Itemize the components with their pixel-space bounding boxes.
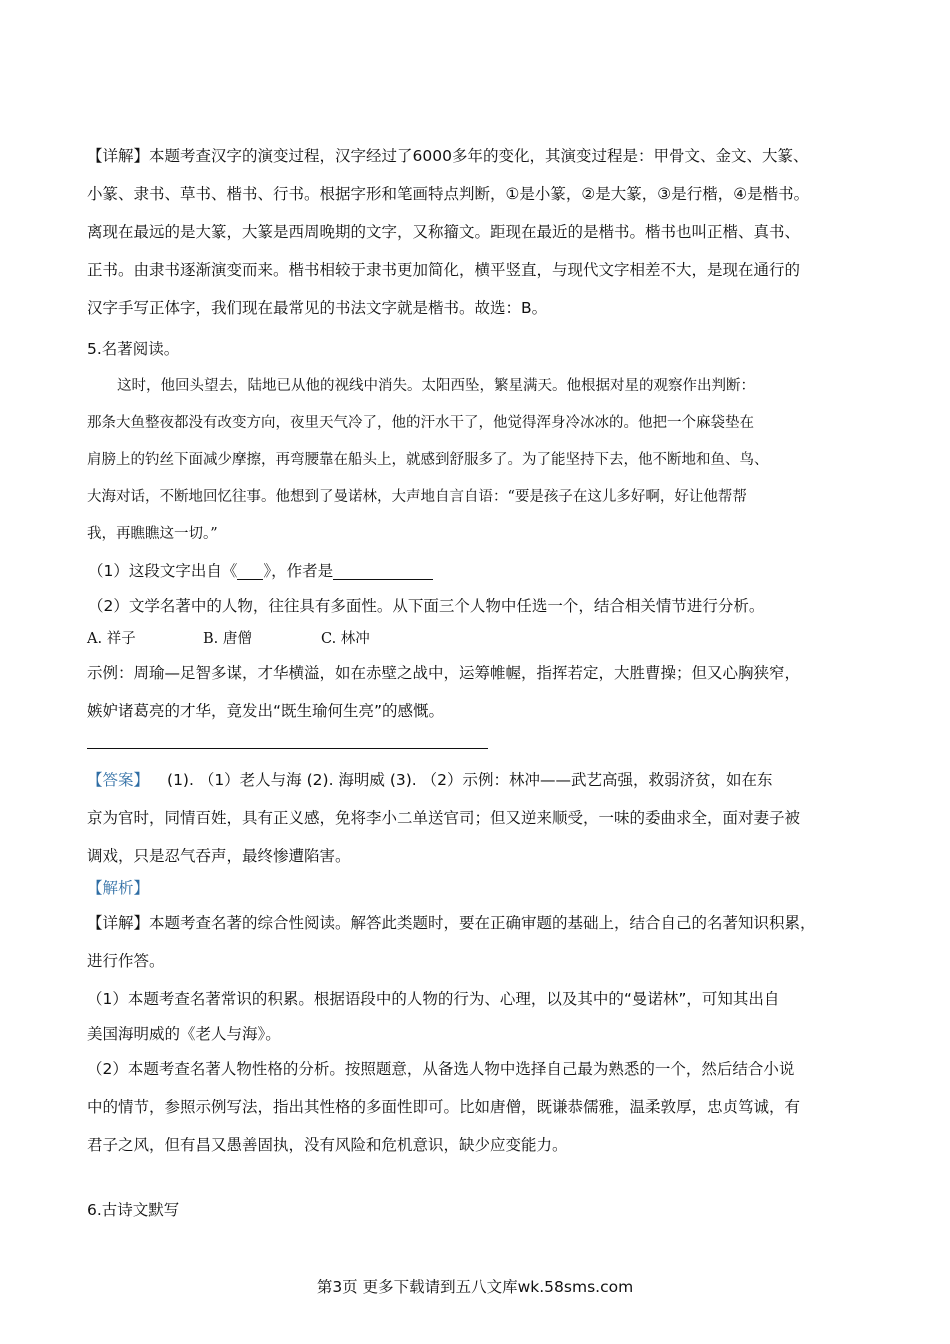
passage-line-1: 这时，他回头望去，陆地已从他的视线中消失。太阳西坠，繁星满天。他根据对星的观察作出判断： <box>117 378 755 394</box>
passage-line-3: 肩膀上的钓丝下面减少摩擦，再弯腰靠在船头上，就感到舒服多了。为了能坚持下去，他不断地和鱼、鸟、 <box>87 452 769 468</box>
passage-line-2: 那条大鱼整夜都没有改变方向，夜里天气冷了，他的汗水干了，他觉得浑身冷冰冰的。他把一个麻袋垫在 <box>87 415 754 431</box>
detail1-line-2: 小篆、隶书、草书、楷书、行书。根据字形和笔画特点判断，①是小篆，②是大篆，③是行楷，④是楷书。 <box>87 185 810 203</box>
book-title-blank[interactable] <box>237 563 263 580</box>
answer-tag: 【答案】 <box>87 771 150 789</box>
option-a: A. 祥子 <box>87 631 136 647</box>
analysis-tag: 【解析】 <box>87 879 150 897</box>
detail1-line-3: 离现在最远的是大篆，大篆是西周晚期的文字，又称籀文。距现在最近的是楷书。楷书也叫正楷、真书、 <box>87 223 801 241</box>
question-6-title: 6.古诗文默写 <box>87 1201 180 1219</box>
analysis-line-6: 中的情节，参照示例写法，指出其性格的多面性即可。比如唐僧，既谦恭儒雅，温柔敦厚，忠贞笃诚，有 <box>87 1098 801 1116</box>
analysis-line-3: （1）本题考查名著常识的积累。根据语段中的人物的行为、心理，以及其中的“曼诺林”，可知其出自 <box>87 990 780 1008</box>
sub-question-2: （2）文学名著中的人物，往往具有多面性。从下面三个人物中任选一个，结合相关情节进行分析。 <box>88 597 765 615</box>
option-b: B. 唐僧 <box>203 631 252 647</box>
author-blank[interactable] <box>333 563 433 580</box>
analysis-line-2: 进行作答。 <box>87 952 165 970</box>
question-5-title: 5.名著阅读。 <box>87 340 180 358</box>
analysis-line-7: 君子之风，但有昌又愚善固执，没有风险和危机意识，缺少应变能力。 <box>87 1136 568 1154</box>
example-line-2: 嫉妒诸葛亮的才华，竟发出“既生瑜何生亮”的感慨。 <box>87 702 445 720</box>
options-row <box>87 629 370 649</box>
answer-line-1 <box>87 770 773 790</box>
sub-question-1-middle: 》，作者是 <box>263 562 334 580</box>
detail1-line-5: 汉字手写正体字，我们现在最常见的书法文字就是楷书。故选：B。 <box>87 299 548 317</box>
sub-question-1 <box>88 561 433 581</box>
passage-line-4: 大海对话，不断地回忆往事。他想到了曼诺林，大声地自言自语：“要是孩子在这儿多好啊，好让他帮帮 <box>87 489 747 505</box>
analysis-line-5: （2）本题考查名著人物性格的分析。按照题意，从备选人物中选择自己最为熟悉的一个，然后结合小说 <box>87 1060 795 1078</box>
example-line-1: 示例：周瑜—足智多谋，才华横溢，如在赤壁之战中，运筹帷幄，指挥若定，大胜曹操；但又心胸狭窄， <box>87 664 801 682</box>
answer-line-3: 调戏，只是忍气吞声，最终惨遭陷害。 <box>87 847 351 865</box>
analysis-line-1: 【详解】本题考查名著的综合性阅读。解答此类题时，要在正确审题的基础上，结合自己的名著知识积累， <box>87 914 816 932</box>
sub-question-1-prefix: （1）这段文字出自《 <box>88 562 238 580</box>
passage-line-5: 我，再瞧瞧这一切。” <box>87 526 218 542</box>
analysis-line-4: 美国海明威的《老人与海》。 <box>87 1025 281 1043</box>
page-footer: 第3页 更多下载请到五八文库wk.58sms.com <box>316 1278 634 1296</box>
answer-text: (1). （1）老人与海 (2). 海明威 (3). （2）示例：林冲——武艺高强，救弱济贫，如在东 <box>167 771 773 789</box>
detail1-line-4: 正书。由隶书逐渐演变而来。楷书相较于隶书更加简化，横平竖直，与现代文字相差不大，是现在通行的 <box>87 261 801 279</box>
detail1-line-1: 【详解】本题考查汉字的演变过程，汉字经过了6000多年的变化，其演变过程是：甲骨文、金文、大篆、 <box>87 147 809 165</box>
answer-line-2: 京为官时，同情百姓，具有正义感，免将李小二单送官司；但又逆来顺受，一味的委曲求全，面对妻子被 <box>87 809 801 827</box>
answer-line <box>87 748 488 749</box>
option-c: C. 林冲 <box>321 631 370 647</box>
